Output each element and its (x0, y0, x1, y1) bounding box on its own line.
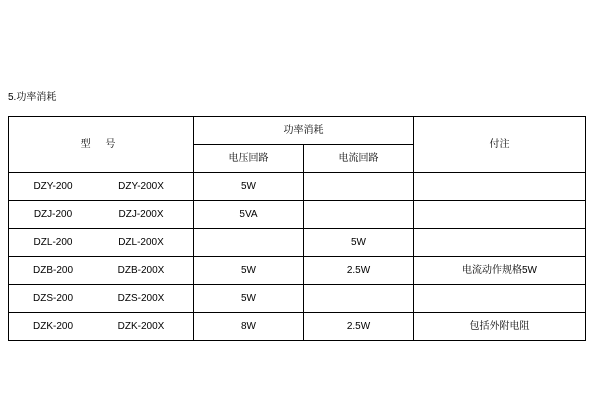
cell-note (414, 173, 586, 201)
header-model: 型 号 (9, 117, 194, 173)
cell-model-b: DZS-200X (117, 292, 165, 304)
cell-voltage: 5VA (194, 201, 304, 229)
cell-model (9, 257, 194, 285)
table-row (9, 229, 586, 257)
cell-current: 2.5W (304, 257, 414, 285)
cell-model (9, 173, 194, 201)
cell-model-a: DZJ-200 (33, 208, 73, 220)
cell-model-b: DZK-200X (117, 320, 165, 332)
cell-model-b: DZB-200X (117, 264, 165, 276)
table-row (9, 173, 586, 201)
cell-voltage: 5W (194, 173, 304, 201)
cell-model-b: DZY-200X (118, 180, 164, 192)
cell-current (304, 201, 414, 229)
cell-current (304, 173, 414, 201)
cell-current: 2.5W (304, 313, 414, 341)
cell-model (9, 229, 194, 257)
cell-voltage: 5W (194, 285, 304, 313)
cell-current (304, 285, 414, 313)
cell-model (9, 313, 194, 341)
cell-voltage: 5W (194, 257, 304, 285)
header-note: 付注 (414, 117, 586, 173)
cell-note (414, 285, 586, 313)
cell-model-a: DZB-200 (32, 264, 73, 276)
cell-model-a: DZL-200 (33, 236, 73, 248)
cell-model-a: DZS-200 (32, 292, 73, 304)
cell-model-a: DZY-200 (33, 180, 73, 192)
cell-voltage (194, 229, 304, 257)
section-title: 5.功率消耗 (8, 92, 57, 103)
table-body (9, 173, 586, 341)
cell-voltage: 8W (194, 313, 304, 341)
cell-current: 5W (304, 229, 414, 257)
cell-note (414, 229, 586, 257)
power-consumption-table (8, 116, 586, 341)
table-header-row-1 (9, 117, 586, 145)
header-current-circuit: 电流回路 (304, 145, 414, 173)
cell-model-b: DZJ-200X (118, 208, 164, 220)
power-consumption-table-wrapper (8, 116, 585, 341)
cell-model (9, 285, 194, 313)
cell-model-a: DZK-200 (32, 320, 73, 332)
header-voltage-circuit: 电压回路 (194, 145, 304, 173)
table-header (9, 117, 586, 173)
cell-note: 包括外附电阻 (414, 313, 586, 341)
header-power-consumption: 功率消耗 (194, 117, 414, 145)
cell-note (414, 201, 586, 229)
cell-note: 电流动作规格5W (414, 257, 586, 285)
table-row (9, 257, 586, 285)
table-row (9, 285, 586, 313)
cell-model (9, 201, 194, 229)
table-row (9, 201, 586, 229)
cell-model-b: DZL-200X (118, 236, 164, 248)
table-row (9, 313, 586, 341)
